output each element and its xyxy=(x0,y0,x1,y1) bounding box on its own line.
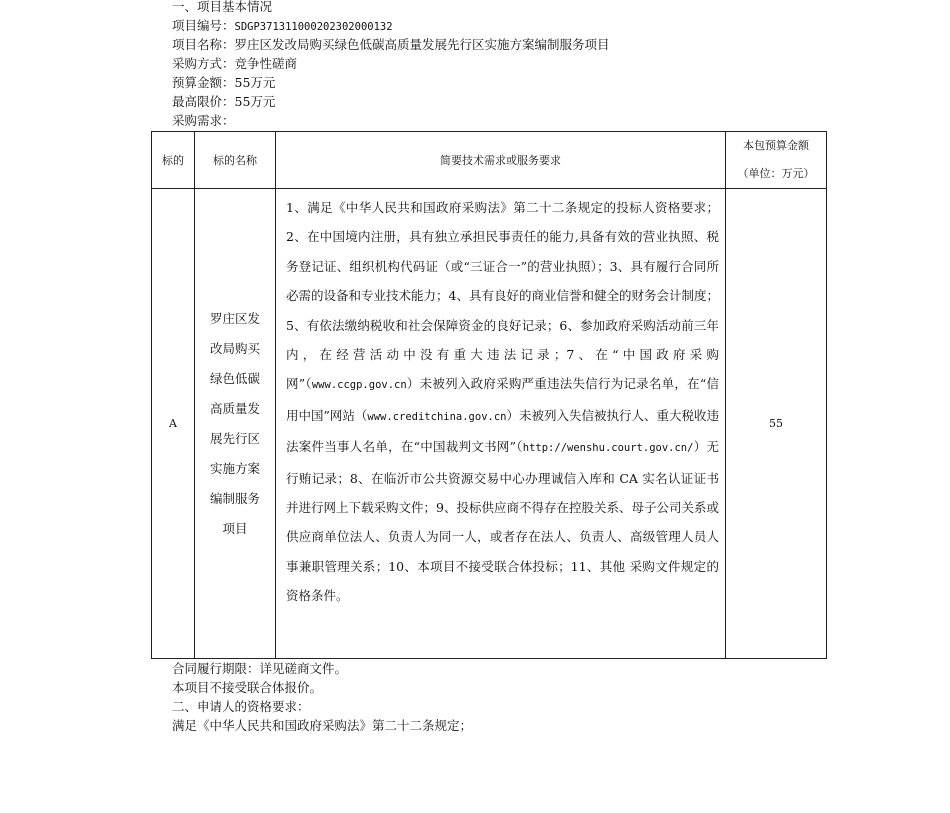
header-budget-line2: （单位：万元） xyxy=(737,167,815,180)
project-name-value: 罗庄区发改局购买绿色低碳高质量发展先行区实施方案编制服务项目 xyxy=(234,37,610,52)
project-name-line xyxy=(172,36,610,54)
table-header-row xyxy=(152,132,827,189)
procurement-method-label: 采购方式： xyxy=(172,56,235,71)
name-line: 绿色低碳 xyxy=(209,370,260,386)
header-budget xyxy=(726,132,827,189)
cell-lot: A xyxy=(152,189,195,659)
budget-line xyxy=(172,74,275,92)
header-requirements: 简要技术需求或服务要求 xyxy=(276,132,726,189)
name-line: 项目 xyxy=(222,520,248,536)
cell-requirements xyxy=(276,189,726,659)
table-row xyxy=(152,189,827,659)
contract-period-line: 合同履行期限：详见磋商文件。 xyxy=(172,661,348,676)
name-line: 高质量发 xyxy=(209,400,260,416)
max-price-label: 最高限价： xyxy=(172,94,235,109)
header-lot: 标的 xyxy=(152,132,195,189)
requirements-text-3: ）未被列入失信被执行人、重大税收违法案件当事人名单，在“中国裁判文书网”（ xyxy=(286,407,719,455)
max-price-value: 55万元 xyxy=(234,94,276,109)
project-name-label: 项目名称： xyxy=(172,37,235,52)
section2-heading: 二、申请人的资格要求： xyxy=(172,699,310,714)
url-ccgp: www.ccgp.gov.cn xyxy=(311,379,407,392)
budget-label: 预算金额： xyxy=(172,75,235,90)
name-line: 实施方案 xyxy=(209,460,260,476)
header-name: 标的名称 xyxy=(195,132,276,189)
max-price-line xyxy=(172,93,275,111)
procurement-method-value: 竞争性磋商 xyxy=(234,56,298,71)
name-line: 改局购买 xyxy=(209,340,260,356)
cell-budget: 55 xyxy=(726,189,827,659)
section1-heading: 一、项目基本情况 xyxy=(172,0,273,14)
requirements-text-4: ）无行贿记录；8、在临沂市公共资源交易中心办理诚信入库和 CA 实名认证证书并进行网上下载采购文件；9、投标供应商不得存在控股关系、母子公司关系或供应商单位法人、负责人为同一人，或者存在法人、负责人、高级管理人员人事兼职管理关系；10、本项目不接受联合体投标；11、其他 采购文件规定的资格条件。 xyxy=(286,439,719,604)
no-consortium-line: 本项目不接受联合体报价。 xyxy=(172,680,323,695)
header-budget-line1: 本包预算金额 xyxy=(743,139,809,152)
project-number-label: 项目编号： xyxy=(172,18,235,33)
url-creditchina: www.creditchina.gov.cn xyxy=(367,410,507,423)
name-line: 展先行区 xyxy=(209,430,260,446)
project-number-line xyxy=(172,17,393,36)
project-number-value: SDGP371311000202302000132 xyxy=(234,21,393,33)
cell-name xyxy=(195,189,276,659)
procurement-method-line xyxy=(172,55,297,73)
requirements-table xyxy=(151,131,827,659)
budget-value: 55万元 xyxy=(234,75,276,90)
url-wenshu: http://wenshu.court.gov.cn/ xyxy=(522,442,694,455)
name-line: 编制服务 xyxy=(209,490,260,506)
requirements-text-2: ）未被列入政府采购严重违法失信行为记录名单，在“信用中国”网站（ xyxy=(286,376,719,423)
requirements-label: 采购需求： xyxy=(172,113,235,128)
section2-line1: 满足《中华人民共和国政府采购法》第二十二条规定； xyxy=(172,718,473,733)
requirements-text-1: 1、满足《中华人民共和国政府采购法》第二十二条规定的投标人资格要求；2、在中国境内注册，具有独立承担民事责任的能力,具备有效的营业执照、税务登记证、组织机构代码证（或“三证合一”的营业执照）；3、具有履行合同所必需的设备和专业技术能力；4、具有良好的商业信誉和健全的财务会计制度；5、有依法缴纳税收和社会保障资金的良好记录；6、参加政府采购活动前三年内，在经营活动中没有重大违法记录；7、在“中国政府采购网”（ xyxy=(286,200,719,392)
name-line: 罗庄区发 xyxy=(209,310,260,326)
